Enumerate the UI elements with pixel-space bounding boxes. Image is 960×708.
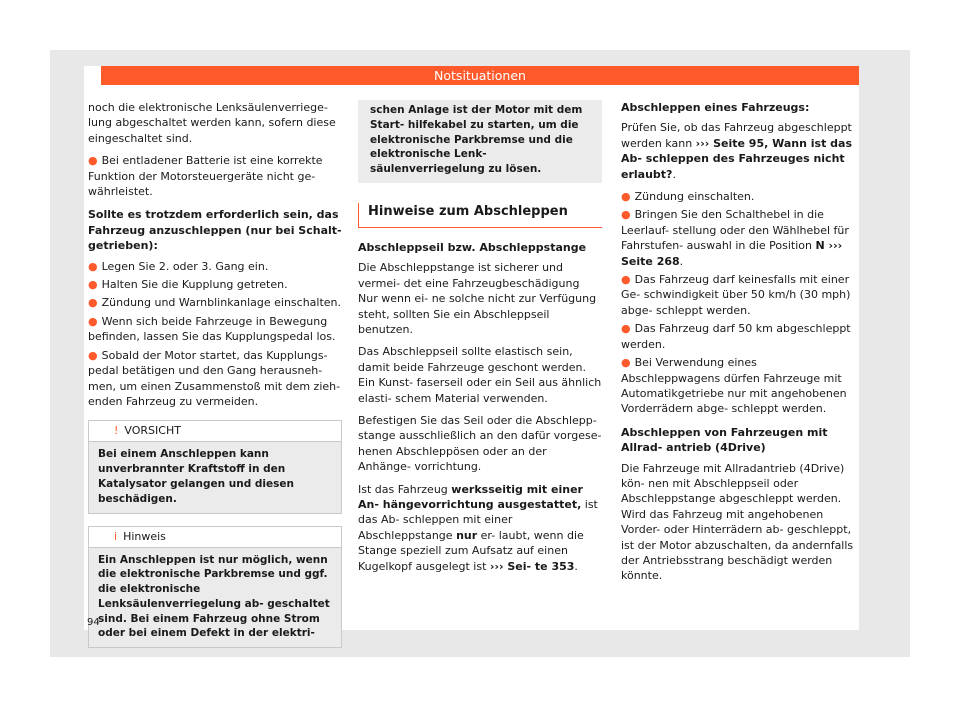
- list-item: ● Das Fahrzeug darf 50 km abgeschleppt werden.: [621, 322, 851, 351]
- list-item: ● Bringen Sie den Schalthebel in die Leerlauf- stellung oder den Wählhebel für Fahrstufen- auswahl in die Position N ››› Seite 268.: [621, 208, 849, 268]
- list-item: ● Halten Sie die Kupplung getreten.: [88, 278, 288, 292]
- note-text: Ein Anschleppen ist nur möglich, wenn die elektronische Parkbremse und ggf. die elektronische Lenksäulenverriegelung ab- geschaltet sind. Bei einem Fahrzeug ohne Strom oder bei einem Defekt in der elektri-: [89, 548, 341, 648]
- caution-text: Bei einem Anschleppen kann unverbrannter Kraftstoff in den Katalysator gelangen und diesen beschädigen.: [89, 442, 341, 512]
- paragraph: Befestigen Sie das Seil oder die Abschlepp- stange ausschließlich an den dafür vorgese- henen Abschleppösen oder an der Anhänge- vorrichtung.: [358, 414, 602, 474]
- paragraph: Die Abschleppstange ist sicherer und vermei- det eine Fahrzeugbeschädigung Nur wenn ei- ne solche nicht zur Verfügung steht, sollten Sie ein Abschleppseil benutzen.: [358, 261, 597, 337]
- bullet-dot-icon: ●: [88, 348, 98, 362]
- list-item: ● Bei Verwendung eines Abschleppwagens dürfen Fahrzeuge mit Automatikgetriebe nur mit angehobenen Vorderrädern abge- schleppt werden.: [621, 356, 847, 416]
- bullet-battery: ● Bei entladener Batterie ist eine korrekte Funktion der Motorsteuergeräte nicht ge- währleistet.: [88, 154, 323, 199]
- bullet-dot-icon: ●: [621, 356, 631, 370]
- page-reference-link[interactable]: ››› Seite 95, Wann ist das Ab- schleppen des Fahrzeuges nicht erlaubt?: [621, 136, 853, 181]
- list-item: ● Zündung einschalten.: [621, 190, 755, 204]
- section-title: Hinweise zum Abschleppen: [358, 203, 602, 228]
- bullet-dot-icon: ●: [88, 296, 98, 310]
- bullet-dot-icon: ●: [621, 322, 631, 336]
- note-header: i Hinweis: [89, 527, 341, 548]
- warning-icon: !: [114, 424, 119, 438]
- heading-4drive: Abschleppen von Fahrzeugen mit Allrad- antrieb (4Drive): [621, 425, 828, 455]
- paragraph: Ist das Fahrzeug werksseitig mit einer An- hängevorrichtung ausgestattet, ist das Ab- schleppen mit einer Abschleppstange nur er- laubt, wenn die Stange speziell zum Aufsatz auf einen Kugelkopf ausgelegt ist ››› Sei- te 353.: [358, 482, 598, 573]
- bullet-dot-icon: ●: [88, 154, 98, 168]
- chapter-header: Notsituationen: [101, 66, 859, 85]
- subheading-towrope: Abschleppseil bzw. Abschleppstange: [358, 240, 587, 254]
- caution-box: [88, 420, 342, 513]
- page-number: 94: [87, 617, 100, 628]
- column-left: [88, 100, 342, 648]
- bullet-dot-icon: ●: [621, 208, 631, 222]
- list-item: ● Wenn sich beide Fahrzeuge in Bewegung befinden, lassen Sie das Kupplungspedal los.: [88, 314, 336, 344]
- intro-text: noch die elektronische Lenksäulenverriege- lung abgeschaltet werden kann, sofern diese eingeschaltet sind.: [88, 101, 336, 145]
- bullet-dot-icon: ●: [88, 314, 98, 328]
- page-reference-link[interactable]: N ››› Seite 268: [621, 239, 843, 268]
- page-reference-link[interactable]: ››› Sei- te 353: [489, 559, 575, 573]
- info-icon: i: [114, 529, 118, 543]
- bullet-dot-icon: ●: [621, 273, 631, 287]
- list-item: ● Das Fahrzeug darf keinesfalls mit einer Ge- schwindigkeit über 50 km/h (30 mph) abge- schleppt werden.: [621, 273, 851, 317]
- column-middle: [358, 100, 602, 581]
- bullet-dot-icon: ●: [88, 278, 98, 292]
- heading-towing: Abschleppen eines Fahrzeugs:: [621, 101, 810, 114]
- bullet-dot-icon: ●: [88, 259, 98, 273]
- column-right: [621, 100, 859, 591]
- note-continuation: schen Anlage ist der Motor mit dem Start- hilfekabel zu starten, um die elektronische Parkbremse und die elektronische Lenk- säulenverriegelung zu lösen.: [358, 100, 602, 183]
- subheading-jumpstart: Sollte es trotzdem erforderlich sein, das Fahrzeug anzuschleppen (nur bei Schalt- getrieben):: [88, 208, 342, 253]
- paragraph: Das Abschleppseil sollte elastisch sein, damit beide Fahrzeuge geschont werden. Ein Kunst- faserseil oder ein Seil aus ähnlich elasti- schem Material verwenden.: [358, 345, 602, 405]
- note-box: [88, 526, 342, 649]
- list-item: ● Legen Sie 2. oder 3. Gang ein.: [88, 259, 269, 273]
- caution-header: ! VORSICHT: [89, 421, 341, 442]
- paragraph: Prüfen Sie, ob das Fahrzeug abgeschleppt werden kann ››› Seite 95, Wann ist das Ab- schleppen des Fahrzeuges nicht erlaubt?.: [621, 121, 853, 181]
- list-item: ● Sobald der Motor startet, das Kupplungs- pedal betätigen und den Gang herausneh- men, um einen Zusammenstoß mit dem zieh- enden Fahrzeug zu vermeiden.: [88, 348, 341, 408]
- bullet-dot-icon: ●: [621, 190, 631, 204]
- paragraph: Die Fahrzeuge mit Allradantrieb (4Drive) kön- nen mit Abschleppseil oder Abschleppstange abgeschleppt werden. Wird das Fahrzeug mit angehobenen Vorder- oder Hinterrädern ab- geschleppt, ist der Motor abzuschalten, da andernfalls der Antriebsstrang beschädigt werden könnte.: [621, 461, 854, 583]
- list-item: ● Zündung und Warnblinkanlage einschalten.: [88, 296, 342, 310]
